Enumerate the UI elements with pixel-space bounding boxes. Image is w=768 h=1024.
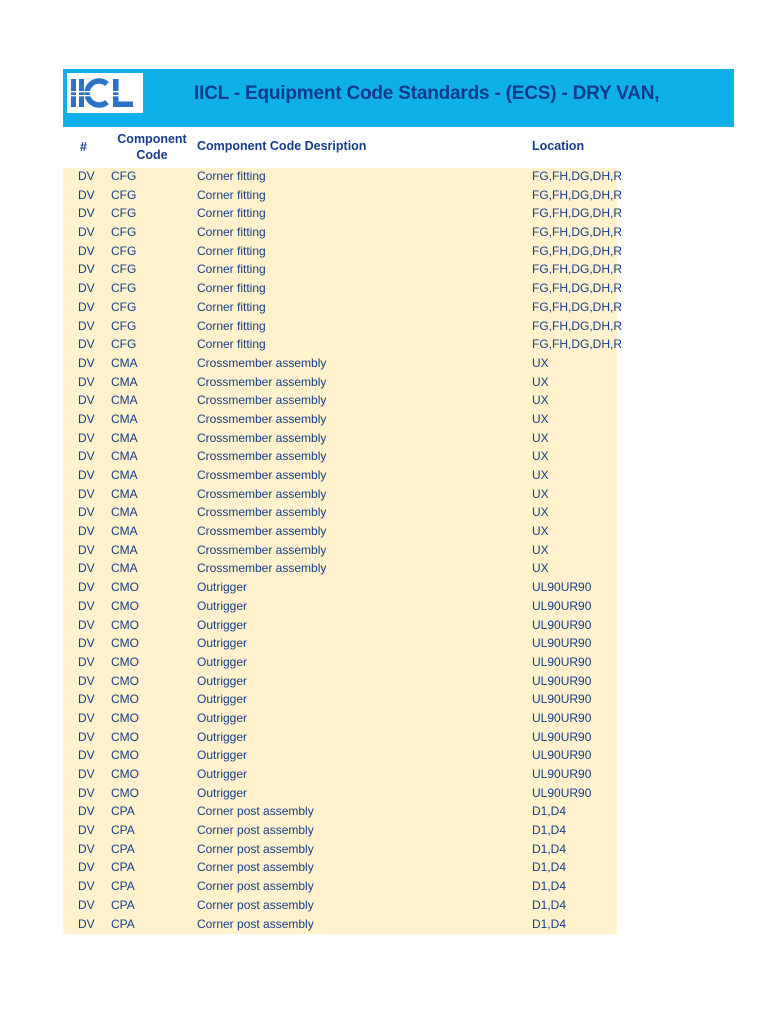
description-cell: Corner post assembly — [197, 860, 314, 875]
location-cell: D1,D4 — [532, 841, 567, 856]
table-row — [63, 523, 617, 542]
location-cell: UL90UR90 — [532, 710, 592, 725]
component-code-cell: CMA — [111, 355, 138, 370]
component-code-cell: CMO — [111, 636, 139, 651]
description-cell: Outrigger — [197, 748, 248, 763]
row-num-cell: DV — [78, 318, 95, 333]
location-cell: FG,FH,DG,DH,R — [532, 187, 622, 202]
table-row — [63, 168, 622, 187]
description-cell: Outrigger — [197, 692, 248, 707]
component-code-cell: CMO — [111, 617, 139, 632]
location-cell: UX — [532, 430, 549, 445]
component-code-cell: CMO — [111, 673, 139, 688]
location-cell: FG,FH,DG,DH,R — [532, 337, 622, 352]
component-code-cell: CMO — [111, 598, 139, 613]
component-code-cell: CFG — [111, 337, 137, 352]
location-cell: UX — [532, 411, 549, 426]
component-table — [63, 168, 622, 934]
location-cell: FG,FH,DG,DH,R — [532, 169, 622, 183]
location-cell: FG,FH,DG,DH,R — [532, 281, 622, 296]
row-num-cell: DV — [78, 654, 95, 669]
component-code-cell: CFG — [111, 243, 137, 258]
location-cell: UL90UR90 — [532, 785, 592, 800]
description-cell: Crossmember assembly — [197, 542, 327, 557]
location-cell: D1,D4 — [532, 860, 567, 875]
iicl-logo-mark — [69, 76, 141, 110]
row-num-cell: DV — [78, 692, 95, 707]
table-row — [63, 486, 617, 505]
row-num-cell: DV — [78, 897, 95, 912]
table-row — [63, 897, 617, 916]
row-num-cell: DV — [78, 449, 95, 464]
table-row — [63, 261, 622, 280]
description-cell: Crossmember assembly — [197, 374, 327, 389]
description-cell: Outrigger — [197, 767, 248, 781]
component-code-cell: CMA — [111, 411, 138, 426]
component-code-cell: CFG — [111, 318, 137, 333]
row-num-cell: DV — [78, 337, 95, 352]
description-cell: Crossmember assembly — [197, 505, 327, 520]
row-num-cell: DV — [78, 281, 95, 296]
description-cell: Corner fitting — [197, 243, 266, 258]
table-row — [63, 430, 617, 449]
component-code-cell: CMA — [111, 542, 138, 557]
location-cell: UX — [532, 524, 549, 539]
description-cell: Corner post assembly — [197, 897, 314, 912]
description-cell: Corner fitting — [197, 318, 266, 333]
component-code-cell: CPA — [111, 860, 135, 875]
component-code-cell: CMA — [111, 524, 138, 539]
description-cell: Crossmember assembly — [197, 524, 327, 539]
location-cell: UL90UR90 — [532, 673, 592, 688]
description-cell: Outrigger — [197, 710, 248, 725]
component-code-cell: CMA — [111, 486, 138, 501]
table-row — [63, 205, 622, 224]
column-header-description: Component Code Desription — [197, 139, 367, 153]
component-code-cell: CPA — [111, 916, 135, 931]
description-cell: Corner post assembly — [197, 804, 314, 819]
component-code-cell: CMO — [111, 785, 139, 800]
description-cell: Corner fitting — [197, 262, 266, 277]
component-code-cell: CMO — [111, 692, 139, 707]
row-num-cell: DV — [78, 598, 95, 613]
description-cell: Outrigger — [197, 654, 248, 669]
location-cell: D1,D4 — [532, 897, 567, 912]
table-row — [63, 467, 617, 486]
row-num-cell: DV — [78, 804, 95, 819]
component-code-cell: CMA — [111, 468, 138, 482]
row-num-cell: DV — [78, 580, 95, 595]
row-num-cell: DV — [78, 187, 95, 202]
table-row — [63, 374, 617, 393]
description-cell: Outrigger — [197, 580, 248, 595]
location-cell: D1,D4 — [532, 823, 567, 838]
location-cell: D1,D4 — [532, 879, 567, 894]
table-row — [63, 299, 622, 318]
row-num-cell: DV — [78, 860, 95, 875]
description-cell: Crossmember assembly — [197, 393, 327, 408]
description-cell: Corner post assembly — [197, 916, 314, 931]
location-cell: FG,FH,DG,DH,R — [532, 225, 622, 240]
row-num-cell: DV — [78, 225, 95, 240]
row-num-cell: DV — [78, 486, 95, 501]
table-row — [63, 504, 617, 523]
location-cell: UX — [532, 468, 549, 482]
description-cell: Corner fitting — [197, 187, 266, 202]
description-cell: Corner fitting — [197, 281, 266, 296]
description-cell: Corner fitting — [197, 169, 266, 183]
description-cell: Crossmember assembly — [197, 468, 327, 482]
component-code-cell: CMA — [111, 449, 138, 464]
header-banner — [63, 69, 734, 127]
component-code-cell: CMA — [111, 393, 138, 408]
description-cell: Outrigger — [197, 598, 248, 613]
description-cell: Corner fitting — [197, 225, 266, 240]
row-num-cell: DV — [78, 355, 95, 370]
description-cell: Corner post assembly — [197, 823, 314, 838]
table-row — [63, 710, 617, 729]
location-cell: UL90UR90 — [532, 617, 592, 632]
row-num-cell: DV — [78, 710, 95, 725]
location-cell: UL90UR90 — [532, 692, 592, 707]
table-row — [63, 579, 617, 598]
table-row — [63, 803, 617, 822]
table-row — [63, 224, 622, 243]
table-row — [63, 785, 617, 804]
table-row — [63, 560, 617, 579]
location-cell: UX — [532, 561, 549, 576]
table-row — [63, 336, 622, 355]
table-row — [63, 747, 617, 766]
row-num-cell: DV — [78, 729, 95, 744]
row-num-cell: DV — [78, 879, 95, 894]
location-cell: UL90UR90 — [532, 729, 592, 744]
location-cell: FG,FH,DG,DH,R — [532, 262, 622, 277]
description-cell: Crossmember assembly — [197, 449, 327, 464]
table-row — [63, 355, 617, 374]
component-code-cell: CPA — [111, 823, 135, 838]
location-cell: UL90UR90 — [532, 767, 592, 781]
description-cell: Crossmember assembly — [197, 355, 327, 370]
component-code-cell: CFG — [111, 206, 137, 221]
row-num-cell: DV — [78, 411, 95, 426]
table-row — [63, 859, 617, 878]
row-num-cell: DV — [78, 542, 95, 557]
location-cell: UX — [532, 393, 549, 408]
component-code-cell: CMO — [111, 748, 139, 763]
table-row — [63, 654, 617, 673]
description-cell: Crossmember assembly — [197, 561, 327, 576]
component-code-cell: CFG — [111, 299, 137, 314]
location-cell: D1,D4 — [532, 804, 567, 819]
component-code-cell: CFG — [111, 281, 137, 296]
column-header-row — [63, 127, 734, 168]
location-cell: UX — [532, 449, 549, 464]
component-code-cell: CMO — [111, 767, 139, 781]
row-num-cell: DV — [78, 785, 95, 800]
location-cell: FG,FH,DG,DH,R — [532, 243, 622, 258]
table-row — [63, 542, 617, 561]
description-cell: Outrigger — [197, 785, 248, 800]
description-cell: Crossmember assembly — [197, 411, 327, 426]
component-code-cell: CFG — [111, 262, 137, 277]
component-code-cell: CMO — [111, 580, 139, 595]
location-cell: UX — [532, 505, 549, 520]
row-num-cell: DV — [78, 841, 95, 856]
table-row — [63, 243, 622, 262]
page-title: IICL - Equipment Code Standards - (ECS) - DRY VAN, — [194, 83, 660, 104]
table-row — [63, 411, 617, 430]
column-header-num: # — [80, 140, 87, 154]
table-row — [63, 916, 617, 935]
row-num-cell: DV — [78, 393, 95, 408]
table-row — [63, 448, 617, 467]
row-num-cell: DV — [78, 561, 95, 576]
column-header-code-line1: Component — [117, 132, 187, 146]
table-row — [63, 318, 622, 337]
table-row — [63, 392, 617, 411]
location-cell: UX — [532, 542, 549, 557]
row-num-cell: DV — [78, 169, 95, 183]
row-num-cell: DV — [78, 673, 95, 688]
table-row — [63, 878, 617, 897]
description-cell: Outrigger — [197, 617, 248, 632]
location-cell: UX — [532, 355, 549, 370]
component-code-cell: CFG — [111, 187, 137, 202]
row-num-cell: DV — [78, 468, 95, 482]
component-code-cell: CMO — [111, 654, 139, 669]
table-row — [63, 635, 617, 654]
table-row — [63, 187, 622, 206]
location-cell: UX — [532, 486, 549, 501]
location-cell: UL90UR90 — [532, 654, 592, 669]
row-num-cell: DV — [78, 748, 95, 763]
iicl-logo — [67, 73, 143, 113]
row-num-cell: DV — [78, 505, 95, 520]
component-code-cell: CFG — [111, 225, 137, 240]
description-cell: Crossmember assembly — [197, 430, 327, 445]
location-cell: UL90UR90 — [532, 580, 592, 595]
row-num-cell: DV — [78, 767, 95, 781]
component-code-cell: CPA — [111, 841, 135, 856]
row-num-cell: DV — [78, 430, 95, 445]
description-cell: Corner post assembly — [197, 879, 314, 894]
row-num-cell: DV — [78, 636, 95, 651]
component-code-cell: CMA — [111, 430, 138, 445]
description-cell: Corner fitting — [197, 299, 266, 314]
location-cell: UL90UR90 — [532, 636, 592, 651]
description-cell: Corner fitting — [197, 206, 266, 221]
description-cell: Outrigger — [197, 673, 248, 688]
column-header-code — [109, 131, 195, 163]
location-cell: UL90UR90 — [532, 748, 592, 763]
table-row — [63, 766, 617, 785]
description-cell: Outrigger — [197, 636, 248, 651]
description-cell: Outrigger — [197, 729, 248, 744]
row-num-cell: DV — [78, 206, 95, 221]
column-header-location: Location — [532, 139, 585, 153]
component-code-cell: CMA — [111, 505, 138, 520]
column-header-code-line2: Code — [136, 148, 168, 162]
row-num-cell: DV — [78, 374, 95, 389]
location-cell: D1,D4 — [532, 916, 567, 931]
location-cell: FG,FH,DG,DH,R — [532, 299, 622, 314]
row-num-cell: DV — [78, 617, 95, 632]
component-code-cell: CPA — [111, 879, 135, 894]
description-cell: Corner fitting — [197, 337, 266, 352]
row-num-cell: DV — [78, 823, 95, 838]
location-cell: FG,FH,DG,DH,R — [532, 206, 622, 221]
row-num-cell: DV — [78, 916, 95, 931]
component-code-cell: CPA — [111, 897, 135, 912]
table-row — [63, 598, 617, 617]
location-cell: FG,FH,DG,DH,R — [532, 318, 622, 333]
table-row — [63, 691, 617, 710]
row-num-cell: DV — [78, 243, 95, 258]
table-row — [63, 617, 617, 636]
table-row — [63, 822, 617, 841]
location-cell: UX — [532, 374, 549, 389]
component-code-cell: CMO — [111, 729, 139, 744]
row-num-cell: DV — [78, 262, 95, 277]
table-row — [63, 729, 617, 748]
component-code-cell: CMA — [111, 561, 138, 576]
component-code-cell: CFG — [111, 169, 137, 183]
component-code-cell: CMO — [111, 710, 139, 725]
location-cell: UL90UR90 — [532, 598, 592, 613]
component-code-cell: CMA — [111, 374, 138, 389]
row-num-cell: DV — [78, 524, 95, 539]
table-row — [63, 841, 617, 860]
description-cell: Corner post assembly — [197, 841, 314, 856]
description-cell: Crossmember assembly — [197, 486, 327, 501]
row-num-cell: DV — [78, 299, 95, 314]
component-code-cell: CPA — [111, 804, 135, 819]
table-row — [63, 673, 617, 692]
table-row — [63, 280, 622, 299]
